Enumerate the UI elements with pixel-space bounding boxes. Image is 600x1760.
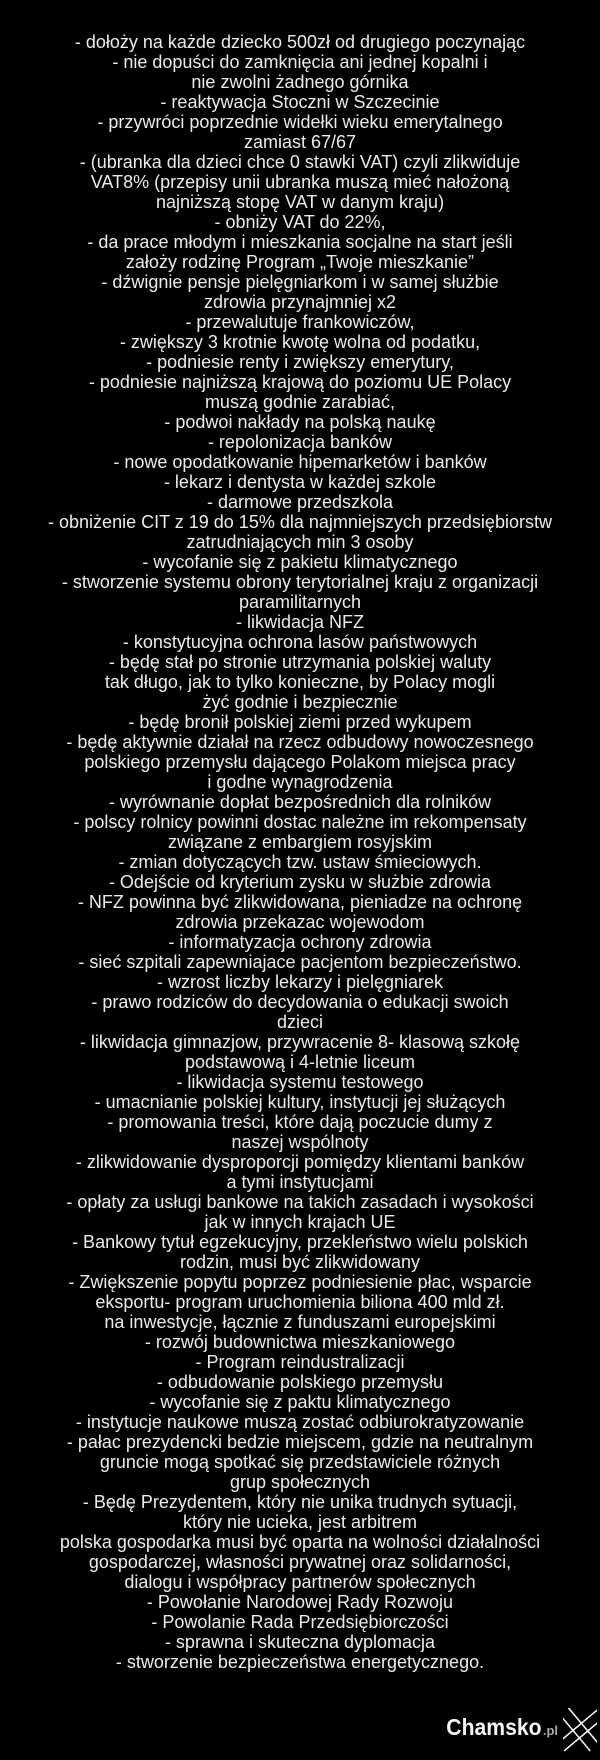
watermark-text xyxy=(438,1716,558,1754)
text-line: - sieć szpitali zapewniajace pacjentom bezpieczeństwo. xyxy=(78,952,522,972)
watermark-suffix: .pl xyxy=(542,1723,558,1738)
text-line: - rozwój budownictwa mieszkaniowego xyxy=(144,1332,456,1352)
text-line: - będę stał po stronie utrzymania polskiej waluty xyxy=(108,652,492,672)
text-line: założy rodzinę Program „Twoje mieszkanie” xyxy=(125,252,475,272)
text-line: - wycofanie się z paktu klimatycznego xyxy=(149,1392,451,1412)
text-line: - pałac prezydencki bedzie miejscem, gdzie na neutralnym xyxy=(66,1432,534,1452)
text-line: - wyrównanie dopłat bezpośrednich dla rolników xyxy=(108,792,492,812)
text-line: podstawową i 4-letnie liceum xyxy=(184,1052,416,1072)
text-line: gospodarczej, własności prywatnej oraz solidarności, xyxy=(88,1552,512,1572)
text-line: - stworzenie bezpieczeństwa energetycznego. xyxy=(115,1652,485,1672)
text-line: - opłaty za usługi bankowe na takich zasadach i wysokości xyxy=(66,1192,534,1212)
text-line: zdrowia przynajmniej x2 xyxy=(203,292,397,312)
text-line: - stworzenie systemu obrony terytorialnej kraju z organizacji xyxy=(61,572,539,592)
hash-icon xyxy=(563,1708,597,1754)
text-line: nie zwolni żadnego górnika xyxy=(191,72,409,92)
text-line: paramilitarnych xyxy=(238,592,362,612)
text-line: - informatyzacja ochrony zdrowia xyxy=(168,932,432,952)
text-line: VAT8% (przepisy unii ubranka muszą mieć nałożoną xyxy=(90,172,510,192)
text-line: polskiego przemysłu dającego Polakom miejsca pracy xyxy=(84,752,516,772)
text-line: - nie dopuści do zamknięcia ani jednej kopalni i xyxy=(112,52,488,72)
text-line: - darmowe przedszkola xyxy=(206,492,394,512)
text-line: - likwidacja NFZ xyxy=(235,612,364,632)
text-line: tak długo, jak to tylko konieczne, by Polacy mogli xyxy=(104,672,496,692)
watermark xyxy=(438,1708,597,1754)
text-line: - likwidacja gimnazjow, przywracenie 8- klasową szkołę xyxy=(79,1032,521,1052)
text-line: na inwestycje, łącznie z funduszami europejskimi xyxy=(104,1312,496,1332)
text-line: - będę bronił polskiej ziemi przed wykupem xyxy=(128,712,472,732)
text-line: - obniży VAT do 22%, xyxy=(214,212,386,232)
text-line: - instytucje naukowe muszą zostać odbiurokratyzowanie xyxy=(75,1412,525,1432)
text-line: - zmian dotyczących tzw. ustaw śmieciowych. xyxy=(118,852,482,872)
text-line: a tymi instytucjami xyxy=(226,1172,374,1192)
text-line: - repolonizacja banków xyxy=(207,432,393,452)
text-line: muszą godnie zarabiać, xyxy=(204,392,396,412)
text-line: - wzrost liczby lekarzy i pielęgniarek xyxy=(156,972,444,992)
text-line: - Powołanie Narodowej Rady Rozwoju xyxy=(146,1592,454,1612)
text-line: - Program reindustralizacji xyxy=(195,1352,405,1372)
text-line: - NFZ powinna być zlikwidowana, pieniadze na ochronę xyxy=(77,892,523,912)
text-line: - zwiększy 3 krotnie kwotę wolna od podatku, xyxy=(119,332,481,352)
watermark-brand: Chamsko xyxy=(446,1714,542,1740)
text-line: - podniesie renty i zwiększy emerytury, xyxy=(146,352,454,372)
text-line: - nowe opodatkowanie hipemarketów i banków xyxy=(113,452,487,472)
text-line: - lekarz i dentysta w każdej szkole xyxy=(163,472,437,492)
text-line: - Powolanie Rada Przedsiębiorczości xyxy=(151,1612,449,1632)
text-line: - przewalutuje frankowiczów, xyxy=(185,312,415,332)
text-line: zdrowia przekazac wojewodom xyxy=(175,912,425,932)
text-line: - odbudowanie polskiego przemysłu xyxy=(156,1372,444,1392)
text-line: eksportu- program uruchomienia biliona 400 mld zł. xyxy=(95,1292,505,1312)
text-line: zamiast 67/67 xyxy=(243,132,357,152)
text-line: - (ubranka dla dzieci chce 0 stawki VAT) czyli zlikwiduje xyxy=(79,152,521,172)
text-line: - likwidacja systemu testowego xyxy=(176,1072,424,1092)
text-line: - reaktywacja Stoczni w Szczecinie xyxy=(160,92,440,112)
text-line: - dołoży na każde dziecko 500zł od drugiego poczynając xyxy=(74,32,526,52)
text-line: związane z embargiem rosyjskim xyxy=(167,832,433,852)
text-line: naszej wspólnoty xyxy=(231,1132,369,1152)
text-line: - podniesie najniższą krajową do poziomu UE Polacy xyxy=(88,372,512,392)
text-line: - sprawna i skuteczna dyplomacja xyxy=(164,1632,436,1652)
text-line: - prawo rodziców do decydowania o edukacji swoich xyxy=(91,992,509,1012)
text-line: - polscy rolnicy powinni dostac należne im rekompensaty xyxy=(73,812,527,832)
text-line: - Bankowy tytuł egzekucyjny, przekleństwo wielu polskich xyxy=(72,1232,528,1252)
text-line: - konstytucyjna ochrona lasów państwowych xyxy=(122,632,478,652)
text-line: grup społecznych xyxy=(229,1472,371,1492)
text-line: polska gospodarka musi być oparta na wolności działalności xyxy=(59,1532,541,1552)
text-line: jak w innych krajach UE xyxy=(204,1212,396,1232)
text-line: dialogu i współpracy partnerów społecznych xyxy=(124,1572,476,1592)
text-line: - Zwiększenie popytu poprzez podniesienie płac, wsparcie xyxy=(68,1272,532,1292)
text-line: - podwoi nakłady na polską naukę xyxy=(164,412,436,432)
text-line: żyć godnie i bezpiecznie xyxy=(202,692,398,712)
text-line: gruncie mogą spotkać się przedstawiciele różnych xyxy=(99,1452,501,1472)
text-line: - przywróci poprzednie widełki wieku emerytalnego xyxy=(97,112,503,132)
text-line: - promowania treści, które dają poczucie dumy z xyxy=(107,1112,493,1132)
text-line: najniższą stopę VAT w danym kraju) xyxy=(155,192,445,212)
text-line: zatrudniających min 3 osoby xyxy=(186,532,414,552)
text-line: dzieci xyxy=(276,1012,324,1032)
text-line: rodzin, musi być zlikwidowany xyxy=(179,1252,421,1272)
text-line: i godne wynagrodzenia xyxy=(207,772,393,792)
text-line: - dźwignie pensje pielęgniarkom i w samej służbie xyxy=(101,272,499,292)
text-line: który nie ucieka, jest arbitrem xyxy=(182,1512,418,1532)
text-line: - umacnianie polskiej kultury, instytucji jej służących xyxy=(94,1092,506,1112)
text-line: - wycofanie się z pakietu klimatycznego xyxy=(142,552,458,572)
text-line: - obniżenie CIT z 19 do 15% dla najmniejszych przedsiębiorstw xyxy=(48,512,552,532)
text-line: - da prace młodym i mieszkania socjalne na start jeśli xyxy=(87,232,513,252)
text-line: - zlikwidowanie dysproporcji pomiędzy klientami banków xyxy=(75,1152,525,1172)
text-line: - będę aktywnie działał na rzecz odbudowy nowoczesnego xyxy=(66,732,534,752)
text-line: - Będę Prezydentem, który nie unika trudnych sytuacji, xyxy=(82,1492,518,1512)
promise-list xyxy=(0,32,600,1672)
text-line: - Odejście od kryterium zysku w służbie zdrowia xyxy=(108,872,492,892)
